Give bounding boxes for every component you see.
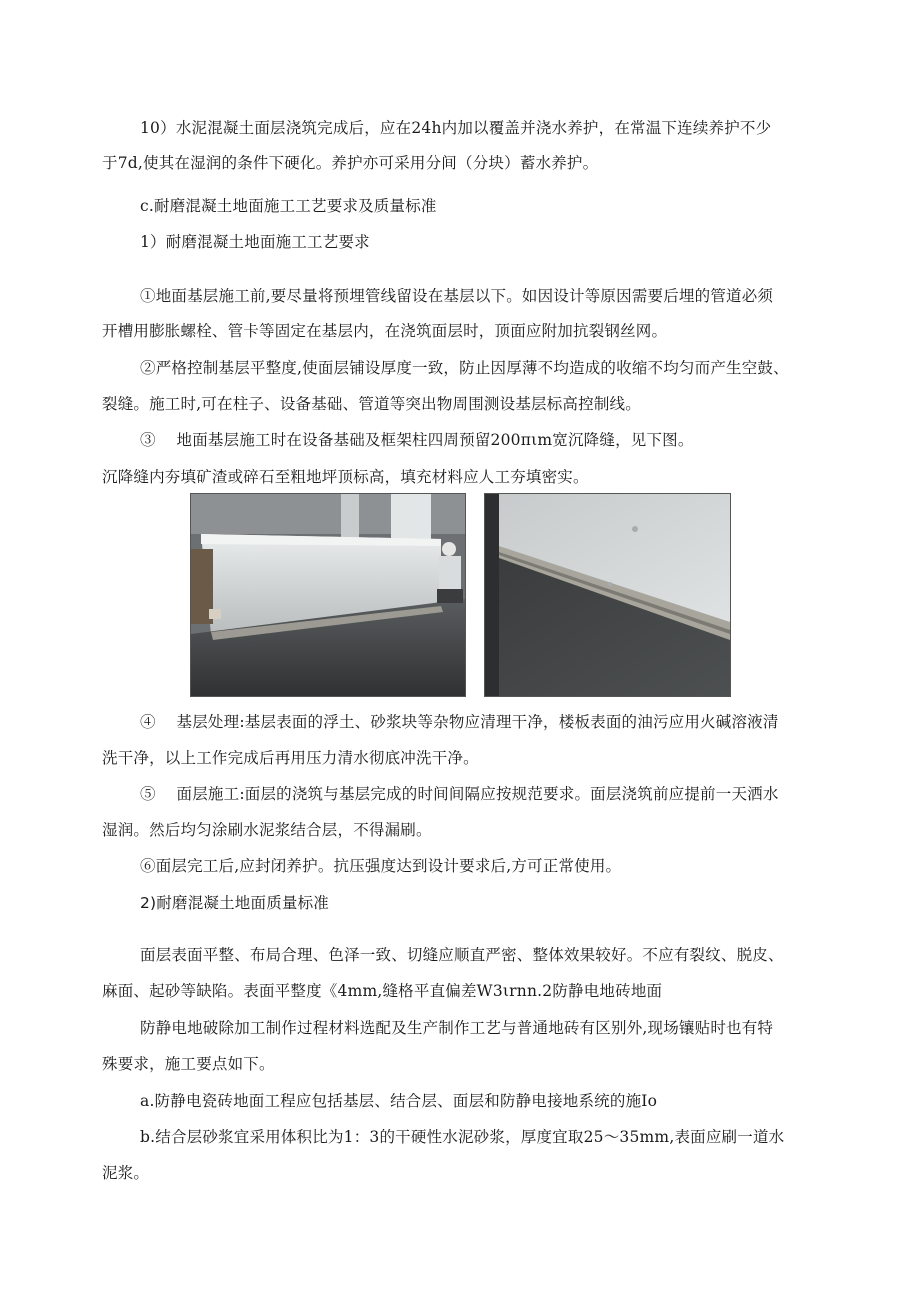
item-b-line-1: b.结合层砂浆宜采用体积比为1：3的干硬性水泥砂浆，厚度宜取25～35mm,表面应刷一道水	[140, 1128, 785, 1146]
settlement-joint-photo-right-image	[485, 494, 730, 696]
quality-line-2: 麻面、起砂等缺陷。表面平整度《4mm,缝格平直偏差W3ιrnn.2防静电地砖地面	[102, 982, 663, 1000]
item-5-line-1: ⑤ 面层施工:面层的浇筑与基层完成的时间间隔应按规范要求。面层浇筑前应提前一天洒水	[140, 785, 779, 803]
paragraph-10-line-1: 10）水泥混凝土面层浇筑完成后，应在24h内加以覆盖并浇水养护，在常温下连续养护不少	[140, 119, 772, 137]
item-5-line-2: 湿润。然后均匀涂刷水泥浆结合层，不得漏刷。	[102, 821, 432, 839]
section-c-heading: c.耐磨混凝土地面施工工艺要求及质量标准	[140, 197, 437, 215]
anti-static-line-1: 防静电地破除加工制作过程材料选配及生产制作工艺与普通地砖有区别外,现场镶贴时也有特	[140, 1019, 774, 1037]
item-1-line-2: 开槽用膨胀螺栓、管卡等固定在基层内，在浇筑面层时，顶面应附加抗裂钢丝网。	[102, 322, 668, 340]
settlement-joint-photo-left-image	[191, 494, 465, 696]
item-4-line-1: ④ 基层处理:基层表面的浮土、砂浆块等杂物应清理干净，楼板表面的油污应用火碱溶液清	[140, 713, 779, 731]
anti-static-line-2: 殊要求，施工要点如下。	[102, 1055, 275, 1073]
item-b-line-2: 泥浆。	[102, 1164, 150, 1182]
item-6: ⑥面层完工后,应封闭养护。抗压强度达到设计要求后,方可正常使用。	[140, 857, 622, 875]
item-4-line-2: 洗干净，以上工作完成后再用压力清水彻底冲洗干净。	[102, 749, 479, 767]
paragraph-10-line-2: 于7d,使其在湿润的条件下硬化。养护亦可采用分间（分块）蓄水养护。	[102, 154, 599, 172]
item-3-line-2: 沉降缝内夯填矿渣或碎石至粗地坪顶标高，填充材料应人工夯填密实。	[102, 468, 589, 486]
item-3-line-1: ③ 地面基层施工时在设备基础及框架柱四周预留200πιm宽沉降缝，见下图。	[140, 431, 694, 449]
item-a: a.防静电瓷砖地面工程应包括基层、结合层、面层和防静电接地系统的施Io	[140, 1092, 658, 1110]
subsection-2-heading: 2)耐磨混凝土地面质量标准	[140, 894, 330, 912]
quality-line-1: 面层表面平整、布局合理、色泽一致、切缝应顺直严密、整体效果较好。不应有裂纹、脱皮、	[140, 946, 784, 964]
settlement-joint-photo-right	[484, 493, 731, 697]
item-2-line-2: 裂缝。施工时,可在柱子、设备基础、管道等突出物周围测设基层标高控制线。	[102, 395, 641, 413]
subsection-1-heading: 1）耐磨混凝土地面施工工艺要求	[140, 233, 370, 251]
settlement-joint-photo-left	[190, 493, 466, 697]
item-1-line-1: ①地面基层施工前,要尽量将预埋管线留设在基层以下。如因设计等原因需要后埋的管道必须	[140, 287, 774, 305]
item-2-line-1: ②严格控制基层平整度,使面层铺设厚度一致，防止因厚薄不均造成的收缩不均匀而产生空鼓、	[140, 359, 789, 377]
